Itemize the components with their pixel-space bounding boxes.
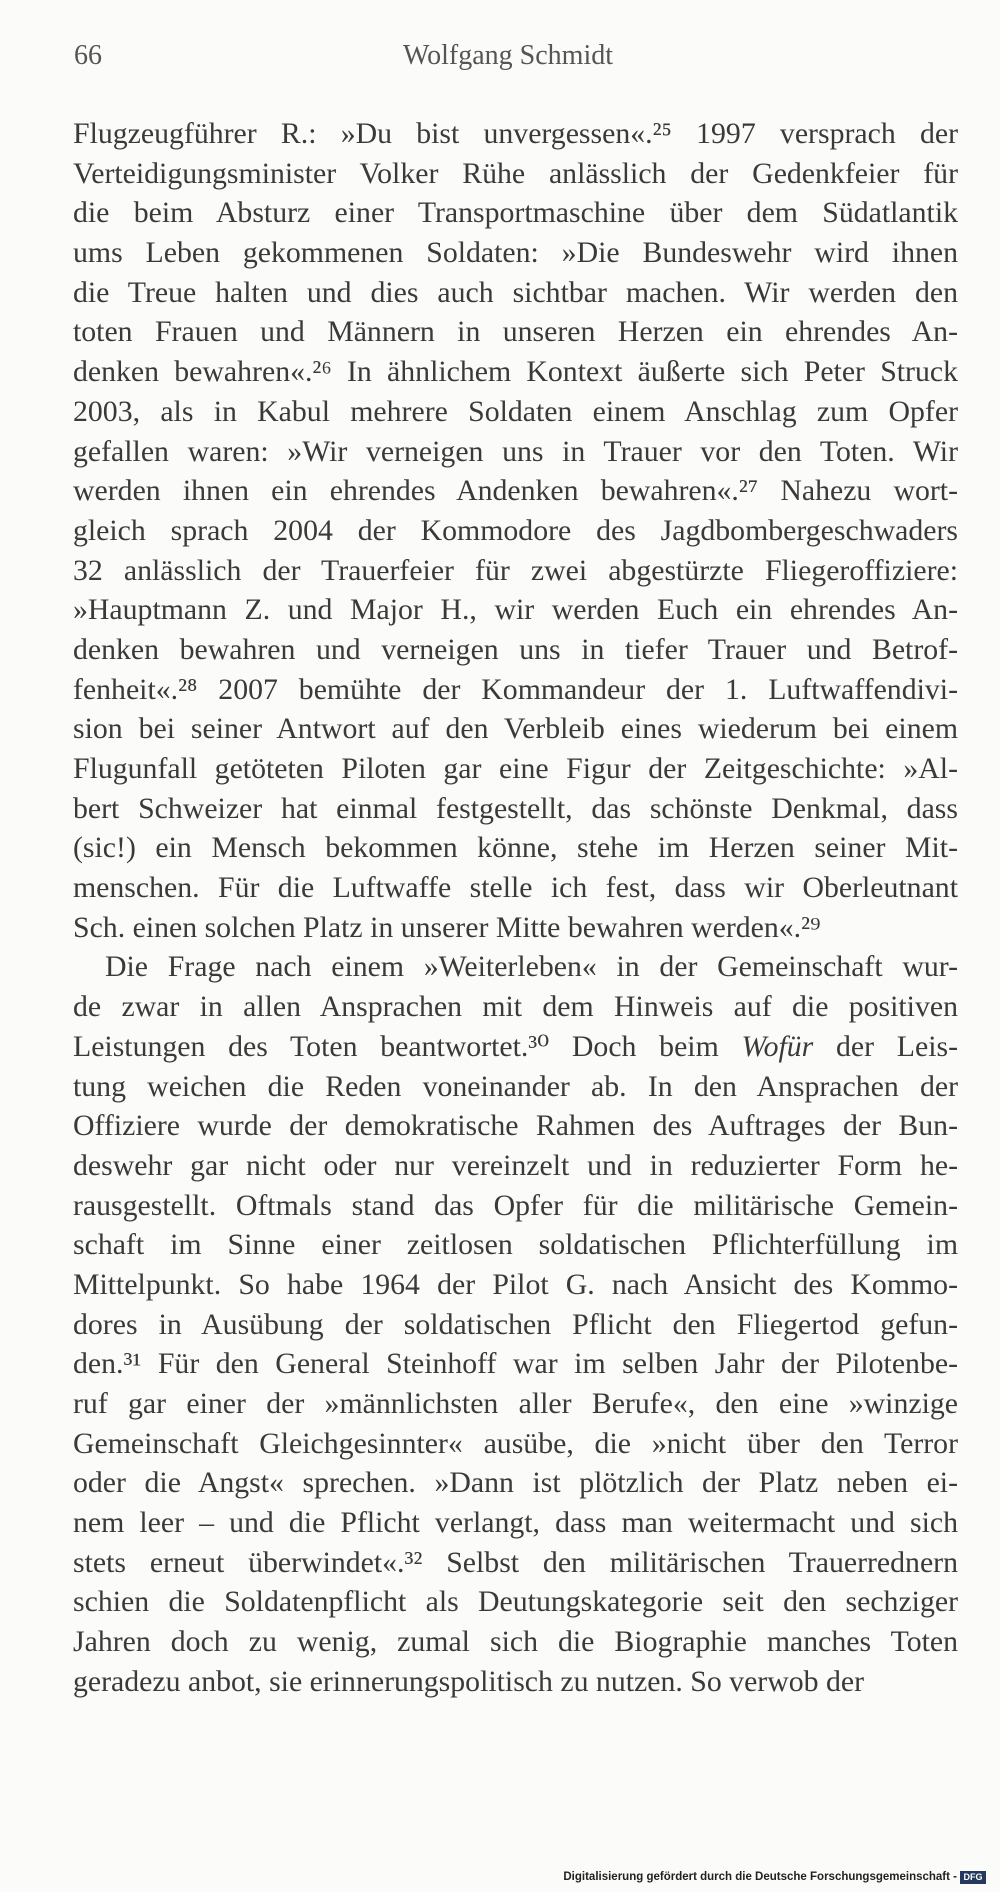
text-line: Flugunfall getöteten Piloten gar eine Figur der Zeitgeschichte: »Al- [73,752,958,785]
text-line: geradezu anbot, sie erinnerungspolitisch zu nutzen. So verwob der [73,1664,865,1698]
paragraph-1 [73,114,958,947]
text-line: die Treue halten und dies auch sichtbar machen. Wir werden den [73,275,958,309]
text-line: werden ihnen ein ehrendes Andenken bewahren«.²⁷ Nahezu wort- [73,474,958,508]
text-line: ruf gar einer der »männlichsten aller Berufe«, den eine »winzige [73,1387,958,1420]
text-line: schaft im Sinne einer zeitlosen soldatischen Pflichterfüllung im [73,1228,958,1262]
text-line: ums Leben gekommenen Soldaten: »Die Bundeswehr wird ihnen [73,236,958,270]
text-line: de zwar in allen Ansprachen mit dem Hinweis auf die positiven [73,990,958,1024]
text-line: 2003, als in Kabul mehrere Soldaten einem Anschlag zum Opfer [73,394,958,428]
paragraph-2 [73,947,958,1701]
text-line: denken bewahren«.²⁶ In ähnlichem Kontext äußerte sich Peter Struck [73,355,958,389]
text-line: 32 anlässlich der Trauerfeier für zwei abgestürzte Fliegeroffiziere: [73,553,958,587]
emphasis: Wofür [741,1029,814,1063]
text-line: menschen. Für die Luftwaffe stelle ich fest, dass wir Oberleutnant [73,871,958,905]
text-line: fenheit«.²⁸ 2007 bemühte der Kommandeur der 1. Luftwaffendivi- [73,672,958,706]
body-text [73,114,958,1702]
text-line: (sic!) ein Mensch bekommen könne, stehe im Herzen seiner Mit- [73,831,958,865]
text-line: die beim Absturz einer Transportmaschine über dem Südatlantik [73,196,958,230]
text-line: nem leer – und die Pflicht verlangt, dass man weitermacht und sich [73,1506,958,1540]
page-number: 66 [74,40,102,71]
text-line: Mittelpunkt. So habe 1964 der Pilot G. nach Ansicht des Kommo- [73,1267,958,1301]
page-header [74,40,942,76]
text-line: Leistungen des Toten beantwortet.³⁰ Doch beim Wofür der Leis- [73,1029,958,1063]
text-line: Die Frage nach einem »Weiterleben« in der Gemeinschaft wur- [105,950,958,984]
text-line: »Hauptmann Z. und Major H., wir werden Euch ein ehrendes An- [73,593,958,627]
text-line: deswehr gar nicht oder nur vereinzelt und in reduzierter Form he- [73,1148,958,1182]
text-line: sion bei seiner Antwort auf den Verbleib eines wiederum bei einem [73,712,958,746]
running-head: Wolfgang Schmidt [402,40,614,71]
text-line: bert Schweizer hat einmal festgestellt, das schönste Denkmal, dass [73,791,958,825]
digitization-notice [563,1868,986,1886]
text-line: schien die Soldatenpflicht als Deutungskategorie seit den sechziger [73,1585,958,1619]
text-line: stets erneut überwindet«.³² Selbst den militärischen Trauerrednern [73,1545,958,1579]
text-line: gleich sprach 2004 der Kommodore des Jagdbombergeschwaders [73,513,958,547]
text-line: Gemeinschaft Gleichgesinnter« ausübe, die »nicht über den Terror [73,1426,958,1460]
text-line: toten Frauen und Männern in unseren Herzen ein ehrendes An- [73,315,958,349]
text-line: den.³¹ Für den General Steinhoff war im selben Jahr der Pilotenbe- [73,1347,958,1381]
text-line: Sch. einen solchen Platz in unserer Mitte bewahren werden«.²⁹ [73,910,821,944]
text-line: rausgestellt. Oftmals stand das Opfer für die militärische Gemein- [73,1188,958,1222]
text-line: Jahren doch zu wenig, zumal sich die Biographie manches Toten [73,1625,958,1659]
text-line: tung weichen die Reden voneinander ab. In den Ansprachen der [73,1069,958,1103]
dfg-logo: DFG [960,1871,986,1884]
text-line: Flugzeugführer R.: »Du bist unvergessen«.²⁵ 1997 versprach der [73,117,958,150]
digitization-notice-text: Digitalisierung gefördert durch die Deutsche Forschungsgemeinschaft - [563,1871,957,1883]
text-line: dores in Ausübung der soldatischen Pflicht den Fliegertod gefun- [73,1307,958,1341]
text-line: gefallen waren: »Wir verneigen uns in Trauer vor den Toten. Wir [73,434,958,468]
text-line: Verteidigungsminister Volker Rühe anlässlich der Gedenkfeier für [73,156,958,190]
text-line: Offiziere wurde der demokratische Rahmen des Auftrages der Bun- [73,1109,958,1143]
text-line: denken bewahren und verneigen uns in tiefer Trauer und Betrof- [73,632,958,666]
text-line: oder die Angst« sprechen. »Dann ist plötzlich der Platz neben ei- [73,1466,958,1500]
